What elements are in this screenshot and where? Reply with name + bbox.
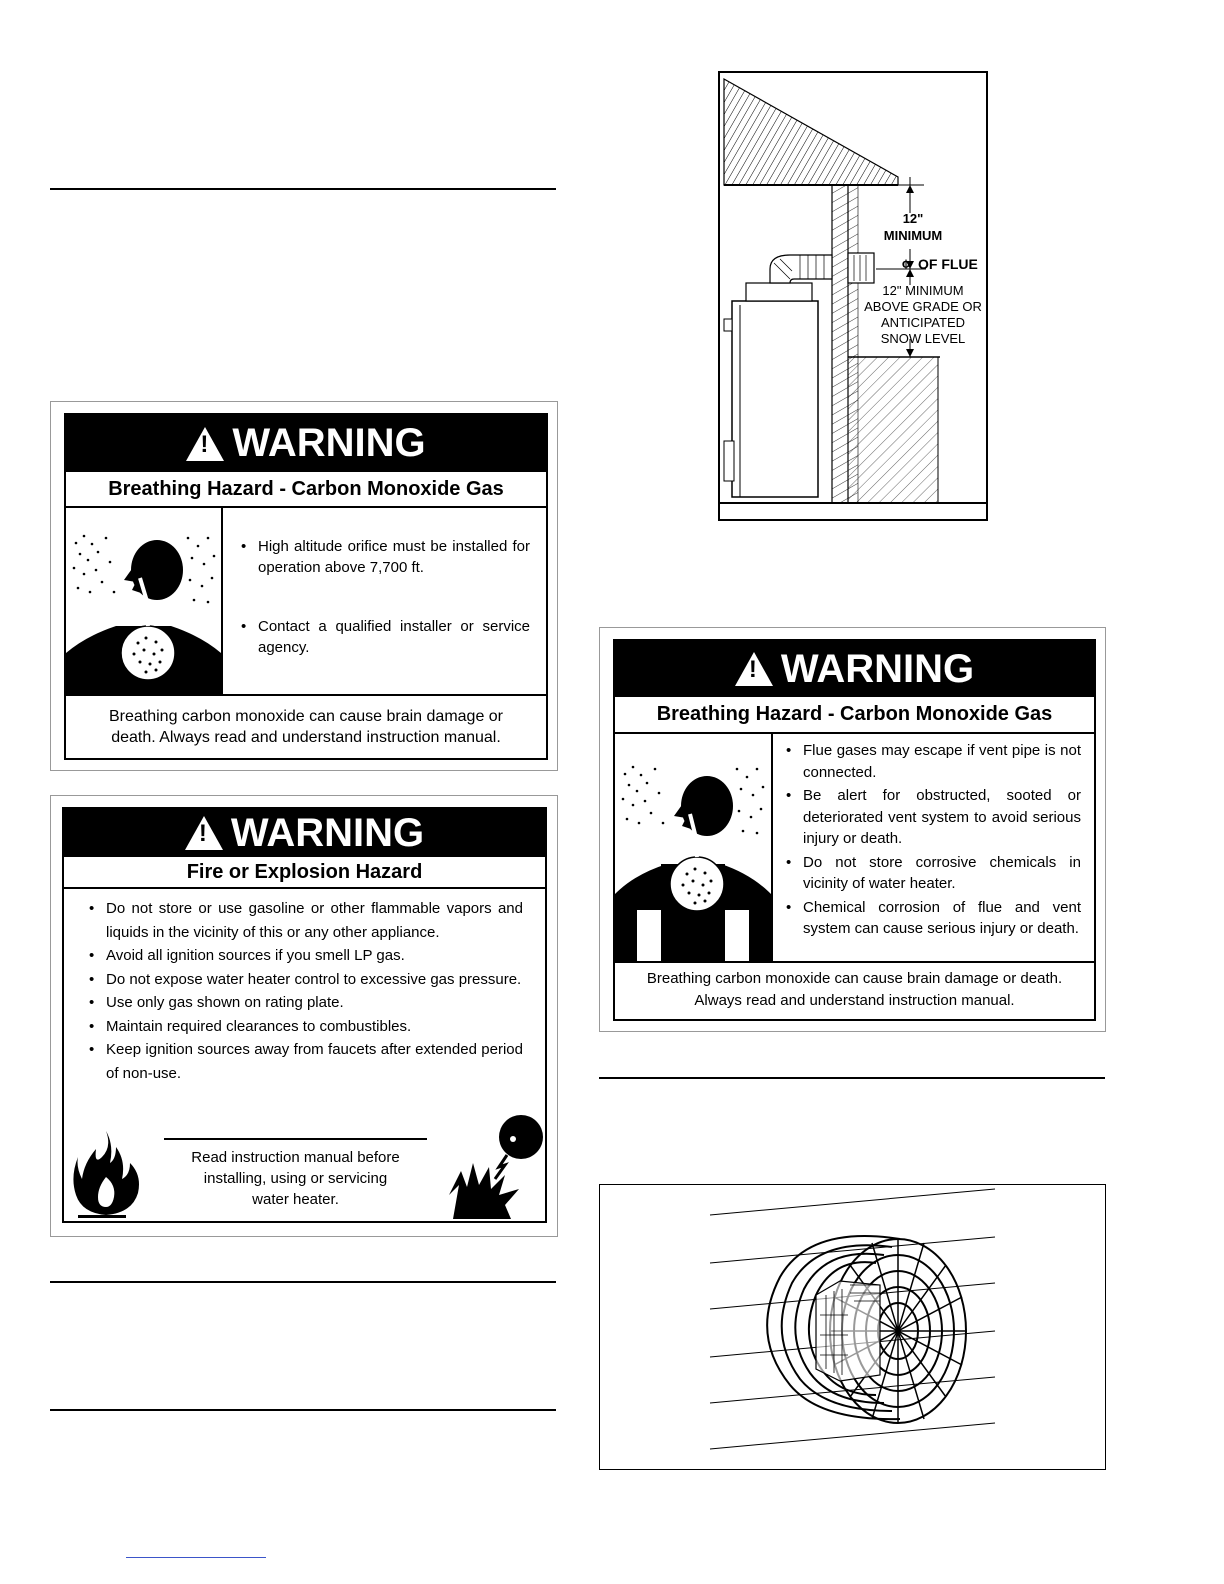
warning-sign-box: [613, 639, 1096, 1021]
bullet-item: • High altitude orifice must be installed for operation above 7,700 ft.: [241, 536, 530, 578]
vent-guard-drawing: [600, 1185, 1105, 1469]
footer-divider: [164, 1138, 427, 1140]
bullet-item: • Do not store or use gasoline or other flammable vapors and liquids in the vicinity of this or any other appliance.: [89, 897, 523, 944]
hazard-title: Breathing Hazard - Carbon Monoxide Gas: [66, 472, 546, 508]
warning-label-co-altitude: [50, 401, 558, 771]
bullet-item: • Use only gas shown on rating plate.: [89, 991, 523, 1015]
warning-header-text: WARNING: [232, 421, 426, 465]
footer-line: Breathing carbon monoxide can cause brain damage or death.: [646, 970, 1063, 987]
flame-icon: [72, 1127, 144, 1219]
bullet-item: • Be alert for obstructed, sooted or deteriorated vent system to avoid serious injury or death.: [786, 785, 1081, 850]
footer-line: Always read and understand instruction manual.: [694, 992, 1015, 1009]
hazard-footer: [66, 696, 546, 748]
co-inhalation-pictogram: [66, 508, 223, 694]
warning-header-text: WARNING: [780, 646, 975, 691]
hazard-instructions: [773, 734, 1094, 961]
co-person-icon: [66, 508, 221, 694]
bullet-item: • Avoid all ignition sources if you smell LP gas.: [89, 944, 523, 968]
bullet-item: • Maintain required clearances to combustibles.: [89, 1015, 523, 1039]
hazard-title: Fire or Explosion Hazard: [64, 857, 545, 889]
hazard-title: Breathing Hazard - Carbon Monoxide Gas: [615, 697, 1094, 734]
warning-label-fire-explosion: [50, 795, 558, 1237]
of-flue-label: OF FLUE: [918, 256, 978, 272]
footer-line: death. Always read and understand instruction manual.: [111, 729, 501, 746]
warning-header: [64, 809, 545, 857]
bullet-item: • Flue gases may escape if vent pipe is not connected.: [786, 740, 1081, 783]
hazard-instructions: [223, 508, 546, 694]
warning-label-co-vent: [599, 627, 1106, 1032]
hazard-body: [66, 508, 546, 696]
bullet-item: • Contact a qualified installer or service agency.: [241, 616, 530, 658]
alert-triangle-icon: !: [186, 427, 224, 461]
grade-clearance-label: 12" MINIMUM ABOVE GRADE OR ANTICIPATED SNOW LEVEL: [864, 283, 982, 346]
footer-line: Breathing carbon monoxide can cause brain damage or: [108, 708, 504, 725]
hazard-footer: [164, 1147, 427, 1210]
hazard-body: [615, 734, 1094, 963]
warning-sign-box: [62, 807, 547, 1223]
co-person-icon: [615, 734, 771, 961]
section-rule-top-left: [50, 188, 556, 190]
hazard-instructions: [64, 889, 545, 1085]
warning-header: [615, 641, 1094, 697]
footer-link-underline: [126, 1557, 266, 1558]
explosion-icon: [449, 1115, 547, 1221]
alert-triangle-icon: !: [735, 652, 773, 686]
centerline-symbol: ¢: [902, 256, 910, 272]
warning-header: [66, 415, 546, 472]
alert-triangle-icon: !: [185, 816, 223, 850]
bullet-item: • Do not expose water heater control to excessive gas pressure.: [89, 968, 523, 992]
section-rule-mid-left: [50, 1281, 556, 1283]
section-rule-right: [599, 1077, 1105, 1079]
bullet-item: • Do not store corrosive chemicals in vicinity of water heater.: [786, 852, 1081, 895]
warning-sign-box: [64, 413, 548, 760]
footer-line: Read instruction manual before: [191, 1149, 400, 1166]
footer-line: installing, using or servicing: [203, 1170, 388, 1187]
bullet-item: • Chemical corrosion of flue and vent system can cause serious injury or death.: [786, 897, 1081, 940]
hazard-footer: [615, 963, 1094, 1012]
section-rule-bottom-left: [50, 1409, 556, 1411]
footer-line: water heater.: [252, 1191, 339, 1208]
bullet-item: • Keep ignition sources away from faucets after extended period of non-use.: [89, 1038, 523, 1085]
co-inhalation-pictogram: [615, 734, 773, 961]
vent-clearance-diagram: [718, 71, 988, 521]
dimension-label-12-min: 12" MINIMUM: [883, 211, 943, 243]
vent-guard-illustration: [599, 1184, 1106, 1470]
warning-header-text: WARNING: [230, 810, 425, 855]
